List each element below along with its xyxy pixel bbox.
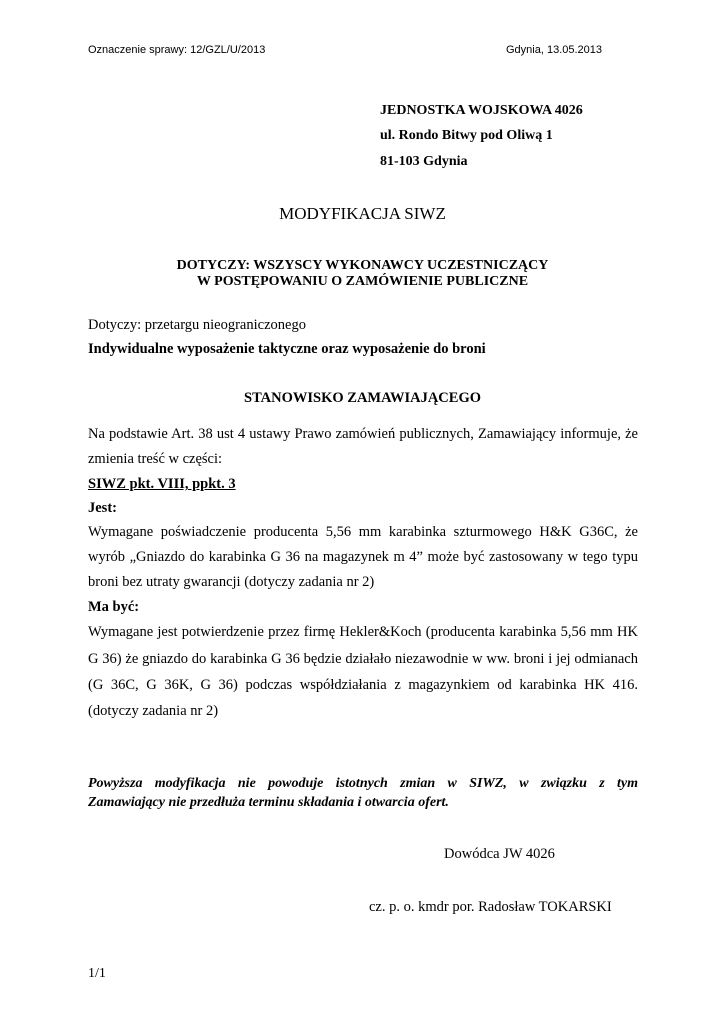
- section-reference: SIWZ pkt. VIII, ppkt. 3: [88, 476, 236, 492]
- intro-line-1: Na podstawie Art. 38 ust 4 ustawy Prawo zamówień publicznych, Zamawiający informuje, że: [88, 426, 638, 442]
- should-be-line-1: Wymagane jest potwierdzenie przez firmę Hekler&Koch (producenta karabinka 5,56 mm HK: [88, 624, 638, 640]
- regarding-line-1: Dotyczy: przetargu nieograniczonego: [88, 317, 306, 333]
- recipient-line-3: 81-103 Gdynia: [380, 154, 468, 169]
- document-title: MODYFIKACJA SIWZ: [279, 204, 446, 223]
- is-label: Jest:: [88, 500, 117, 516]
- intro-line-2: zmienia treść w części:: [88, 451, 223, 467]
- note-line-1: Powyższa modyfikacja nie powoduje istotnych zmian w SIWZ, w związku z tym: [88, 776, 638, 791]
- position-heading: STANOWISKO ZAMAWIAJĄCEGO: [244, 390, 481, 406]
- should-be-line-3: (G 36C, G 36K, G 36) podczas współdziałania z magazynkiem od karabinka HK 416.: [88, 677, 638, 693]
- should-be-line-4: (dotyczy zadania nr 2): [88, 703, 219, 719]
- case-reference: Oznaczenie sprawy: 12/GZL/U/2013: [88, 44, 266, 56]
- page-number: 1/1: [88, 966, 106, 981]
- recipient-line-1: JEDNOSTKA WOJSKOWA 4026: [380, 103, 583, 118]
- should-be-line-2: G 36) że gniazdo do karabinka G 36 będzie działało niezawodnie w ww. broni i jej odmianach: [88, 651, 638, 667]
- signature-name: cz. p. o. kmdr por. Radosław TOKARSKI: [369, 899, 612, 915]
- signature-role: Dowódca JW 4026: [444, 846, 555, 862]
- note-line-2: Zamawiający nie przedłuża terminu składania i otwarcia ofert.: [88, 795, 449, 810]
- subject-line-2: W POSTĘPOWANIU O ZAMÓWIENIE PUBLICZNE: [196, 274, 529, 289]
- regarding-line-2: Indywidualne wyposażenie taktyczne oraz wyposażenie do broni: [88, 341, 486, 357]
- subject-line-1: DOTYCZY: WSZYSCY WYKONAWCY UCZESTNICZĄCY: [176, 258, 549, 273]
- is-line-2: wyrób „Gniazdo do karabinka G 36 na magazynek m 4” może być zastosowany w tego typu: [88, 549, 638, 565]
- should-be-label: Ma być:: [88, 599, 140, 615]
- recipient-line-2: ul. Rondo Bitwy pod Oliwą 1: [380, 128, 553, 143]
- place-date: Gdynia, 13.05.2013: [506, 44, 603, 56]
- is-line-1: Wymagane poświadczenie producenta 5,56 mm karabinka szturmowego H&K G36C, że: [88, 524, 638, 540]
- is-line-3: broni bez utraty gwarancji (dotyczy zadania nr 2): [88, 574, 375, 590]
